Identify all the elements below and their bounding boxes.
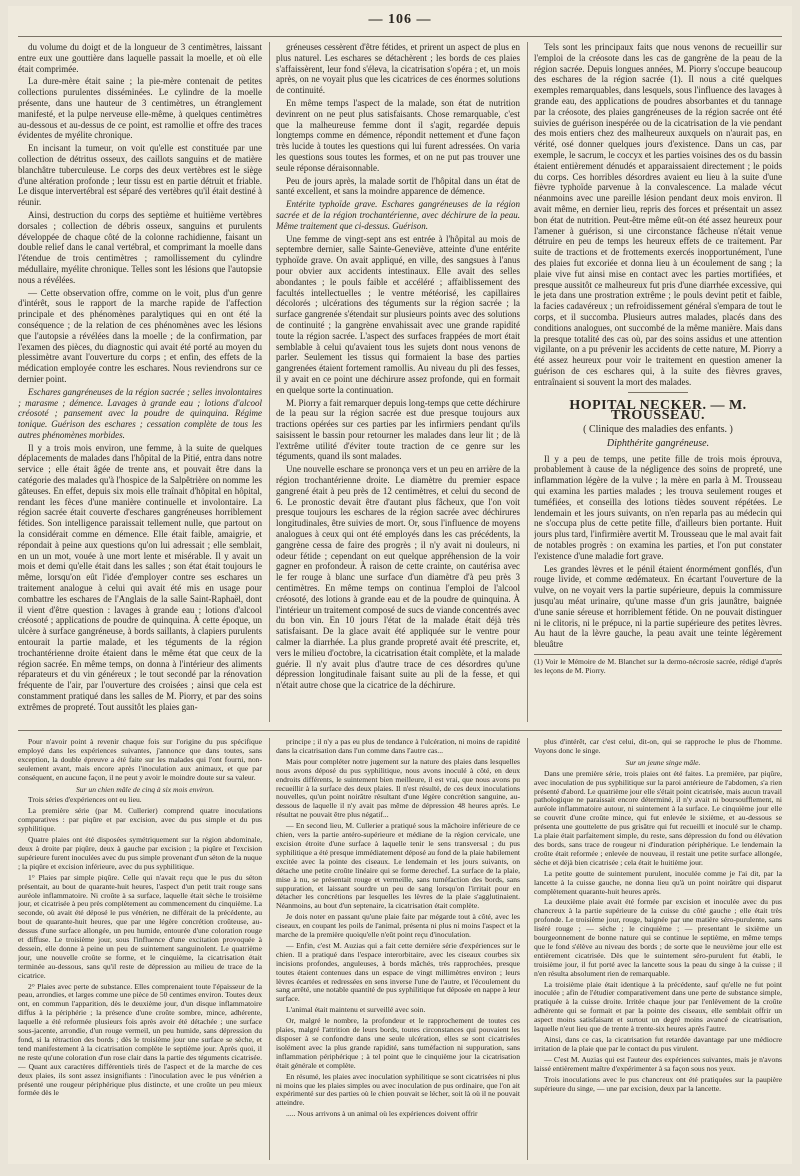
header-rule <box>18 36 782 37</box>
paragraph: 2° Plaies avec perte de substance. Elles comprenaient toute l'épaisseur de la peau, arrondies, et larges comme une pièce de 50 centimes environ. Toutes deux ont, en commun l'apparition, dès le deuxième jour, d'un disque inflammatoire diffus à la périphérie ; la présence d'une croûte sombre, mince, adhérente, laquelle a été reformée plusieurs fois après avoir été détachée ; une surface sous-jacente, arrondie, d'un rouge vermeil, un peu humide, sans dépression du fond, si la rétraction des bords ; dès le troisième jour une surface se sèche, et tend manifestement à la cicatrisation complète le septième jour. Après quoi, il ne reste qu'une coloration d'un rose clair dans la partie des téguments cicatrisée. — Quant aux caractères différentiels tirés de l'aspect et de la marche de ces deux plaies, ils sont assez insignifiants : l'inoculation avec le pus vénérien a présenté une rougeur périphérique plus distincte, et une croûte un peu mieux formée dès le <box>18 981 262 1098</box>
paragraph: Ainsi, dans ce cas, la cicatrisation fut retardée davantage par une médiocre irritation de la plaie que par le contact du pus virulent. <box>534 1035 782 1053</box>
paragraph: Tels sont les principaux faits que nous venons de recueillir sur l'emploi de la créosote dans les cas de gangrène de la peau de la région sacrée. Depuis longues années, M. Piorry s'occupe beaucoup des eschares de la région sacrée (1). Il nous a cité quelques exemples remarquables, dans lesquels, sous l'influence des lavages à grande eau, des applications de poudres absorbantes et du tannage par la créosote, des plaies gangréneuses de la région sacrée ont été suivies de guérison inespérée ou de la cicatrisation de la vie pendant des mois entiers chez des malheureux auxquels on n'aurait pas, en vérité, osé donner quelques jours d'existence. Dans un cas, par exemple, le sacrum, le coccyx et les parties voisines des os du bassin étaient entièrement dénudés et apparaissaient directement ; le poids du corps. Ces horribles désordres avaient eu lieu à la suite d'une fièvre typhoïde parvenue à la convalescence. La malade vécut néanmoins avec une pareille lésion pendant deux mois environ. Il avait même, en dernier lieu, repris des forces et présentait un assez bon état de nutrition. Peut-être même eût-on été assez heureux pour l'amener à guérison, si une circonstance fâcheuse n'était venue détruire en peu de temps les heureux effets de ce traitement. Par suite de tractions et de frottements exercés inopportunément, l'une des plaies fut excoriée et donna lieu à un écoulement de sang ; la plaie vive fut ainsi mise en contact avec les parties mortifiées, et presque aussitôt ce malheureux fut pris d'une diarrhée excessive, qui le jeta dans une prostration extrême ; le pouls devint petit et faible, la facies cadavéreux ; un refroidissement général s'empara de tout le corps, et il succomba. Plusieurs autres malades, placés dans des conditions analogues, ont succombé de la même manière. Mais dans la presque totalité des cas où, par des soins assidus et une attention vigilante, on a pu prévenir les accidents de cette nature, M. Piorry a été assez heureux pour voir le traitement en question amener la guérison de ces eschares qui, à la suite des fièvres graves, entraînaient si souvent la mort des malades. <box>534 42 782 387</box>
paragraph: Mais pour compléter notre jugement sur la nature des plaies dans lesquelles nous avons déposé du pus syphilitique, nous avons inoculé à côté, en deux endroits différents, le suintement bien meilleure, il est vrai, que nous avons pu recueillir à la surface des deux plaies. Il n'est résulté, de ces deux inoculations nouvelles, qu'un point noirâtre résultant d'une légère concrétion sanguine, au-dessous de laquelle il n'y avait pas même de dépression 48 heures après. Le résultat ne pouvait être plus négatif... <box>276 756 520 820</box>
paragraph: Trois inoculations avec le pus chancreux ont été pratiquées sur la paupière supérieure du singe, — une par excision, deux par la lancette. <box>534 1074 782 1093</box>
paragraph: 1° Plaies par simple piqûre. Celle qui n'avait reçu que le pus du séton présentait, au bout de quarante-huit heures, l'aspect d'un petit trait rouge sans auréole inflammatoire. Ni croûte à sa surface, laquelle était sèche le troisième jour, et cicatrisée à peu près complètement au commencement du cinquième. La seconde, où avait été déposé le pus vénérien, ne différait de la précédente, au bout de quarante-huit heures, que par une légère concrétion croûteuse, au-dessus d'une surface allongée, un peu humide, entourée d'une coloration rouge et diffuse. Le troisième jour, sous l'influence d'une excitation provoquée à dessein, elle donne à peine un peu de suintement sanguinolent. Le quatrième jour, une nouvelle croûte se forme, et le cinquième, la cicatrisation était terminée au-dessous, sans qu'il reste de dépression au milieu de trace de la cicatrice. <box>18 872 262 980</box>
paragraph: La deuxième plaie avait été formée par excision et inoculée avec du pus chancreux à la partie supérieure de la cuisse du côté gauche ; elle était très profonde. Le troisième jour, rouge, baignée par une matière séro-purulente, sans liséré rouge ; — sèche ; le cinquième ; — presentant le sixième un bourgeonnement de bonne nature qui se continue le septième, en même temps que le fond s'élève au niveau des bords ; de sorte que le neuvième jour elle est entièrement cicatrisée. Dès que le suintement séro-purulent fut établi, le troisième jour, il fut porté avec la lancette sous la peau du singe à la cuisse ; il n'en résulta absolument rien de remarquable. <box>534 897 782 978</box>
paragraph: du volume du doigt et de la longueur de 3 centimètres, laissant entre eux une gouttière dans laquelle passait la moelle, et où elle était comprimée. <box>18 42 262 74</box>
lower-column-3 <box>534 738 782 1160</box>
col3-paragraphs <box>534 42 782 388</box>
paragraph: Je dois noter en passant qu'une plaie faite par mégarde tout à côté, avec les ciseaux, en coupant les poils de l'animal, présenta ni plus ni moins l'aspect et la marche de la première quoiqu'elle n'eût point reçu d'inoculation. <box>276 912 520 940</box>
paragraph: M. Piorry a fait remarquer depuis long-temps que cette déchirure de la peau sur la région sacrée est due presque toujours aux tractions opérées sur ces parties par les infirmiers pendant qu'ils saisissent le bassin pour retourner les malades dans leur lit ; de là l'extrême utilité d'éviter toute traction de ce genre sur les téguments, quand ils sont malades. <box>276 397 520 462</box>
upper-column-3 <box>534 42 782 722</box>
paragraph: Dans une première série, trois plaies ont été faites. La première, par piqûre, avec inoculation de pus syphilitique sur la paroi antérieure de l'abdomen, s'a rien présenté d'abord. Le quatrième jour elle s'était point cicatrisée, mais aucun travail pathologique ne paraissait encore déterminé, il n'y avait ni boursoufflement, ni auréole inflammatoire autour, ni suintement à la surface. Le cinquième jour elle se couvrit d'une croûte mince, qui fut enlevée le sixième, et au-dessous se présenta une gouttelette de pus grisâtre qui fut recueilli et inoculé sur le champ. La plaie était parfaitement simple, du reste, sans dépression du fond ou élévation des bords, sans trace de rougeur ni d'induration périphérique. Le lendemain la croûte était reformée ; enlevée de nouveau, il restait une petite surface allongée, sèche et déjà bien cicatrisée ; cela était le huitième jour. <box>534 768 782 867</box>
paragraph: Il y a trois mois environ, une femme, à la suite de quelques déplacements de malades dans l'hôpital de la Pitié, entra dans notre service ; elle était âgée de trente ans, et pouvait être dans la catégorie des malades qu'à l'hospice de la Salpêtrière on nomme les gâteuses. En effet, depuis six mois elle traînait d'hôpital en hôpital, rendant les fèces d'une manière continuelle et involontaire. La région sacrée était couverte d'eschares gangréneuses horriblement fétides. Son intelligence paraissait tellement nulle, que partout on la considérait comme en démence. Elle était faible, amaigrie, et répondait à peine aux questions qu'on lui adressait ; elle semblait, en un un mot, vouée à une mort lente et misérable. Il y avait un mois et demi qu'elle était dans les salles ; son état était toujours le même, lorsqu'on eût l'idée d'employer contre ses eschares un traitement analogue à celui qui avait été mis en usage pour combattre les eschares de l'Anglais de la salle Saint-Raphaël, dont il vient d'être question : lavages à grande eau ; lotions d'alcool créosoté ; applications de poudre de quinquina. À cette époque, un ulcère à surface gangréneuse, à bords saillants, à clapiers purulents entourait la partie malade, et les téguments de la région trochantérienne droite étaient dans le même état que ceux de la région sacrée. En même temps, on donna à l'intérieur des aliments réparateurs et du vin généreux ; le tout secondé par la rénovation fréquente de l'air, par l'ouverture des croisées ; ainsi que cela est constamment pratiqué dans les salles de M. Piorry, et par des soins extrêmes de propreté. Tout aussitôt les plaies gan- <box>18 442 262 712</box>
section-divider <box>628 392 688 393</box>
paragraph: La première série (par M. Cullerier) comprend quatre inoculations comparatives : par piqûre et par excision, avec du pus simple et du pus syphilitique. <box>18 806 262 834</box>
paragraph: L'animal était maintenu et surveillé avec soin. <box>286 1005 426 1015</box>
disease-subtitle: Diphthérite gangréneuse. <box>606 437 710 449</box>
page-number: — 106 — <box>368 12 432 27</box>
col2-paragraphs <box>276 42 520 197</box>
experiment-subhead-monkey: Sur un jeune singe mâle. <box>625 757 701 767</box>
column-rule <box>269 738 270 1160</box>
footnote: (1) Voir le Mémoire de M. Blanchet sur la dermo-nécrosie sacrée, rédigé d'après les leçons de M. Piorry. <box>534 654 782 675</box>
newspaper-page <box>8 6 792 1164</box>
column-rule <box>527 738 528 1160</box>
paragraph: La troisième plaie était identique à la précédente, sauf qu'elle ne fut point inoculée ; afin de l'étudier comparativement dans une perte de substance simple, pratiquée à la cuisse droite. Irritée chaque jour par l'enlèvement de la croûte adhérente qui se formait et par la pointe des ciseaux, elle semblait offrir un aspect moins satisfaisant et surtout un degré moins avancé de cicatrisation, laquelle n'eut lieu que de trente à trente-six heures après l'autre. <box>534 979 782 1034</box>
column-rule <box>527 42 528 722</box>
paragraph: Pour n'avoir point à revenir chaque fois sur l'origine du pus spécifique employé dans les expériences suivantes, j'annonce que dans toutes, sans exception, la double épreuve a été faite sur les malades qui l'ont fourni, non-seulement avant, mais encore après l'inoculation aux animaux, et que par conséquent, en aucune façon, il ne peut y avoir le moindre doute sur sa valeur. <box>18 738 262 782</box>
lower-col1-paragraphs <box>18 738 262 783</box>
case-heading-1: Eschares gangréneuses de la région sacrée ; selles involontaires ; marasme ; démence. Lavages à grande eau ; lotions d'alcool créosoté ; pansement avec la poudre de quinquina. Régime tonique. Guérison des eschares ; cessation complète de tous les autres phénomènes morbides. <box>18 386 262 440</box>
paragraph: En résumé, les plaies avec inoculation syphilitique se sont cicatrisées ni plus ni moins que les plaies simples ou avec inoculation de pus ordinaire, que l'on ait expérimenté sur des parties où le chien pouvait se lécher, soit là où il ne pouvait atteindre. <box>276 1071 520 1108</box>
paragraph: — Enfin, c'est M. Auzias qui a fait cette dernière série d'expériences sur le chien. Il a pratiqué dans l'espace interorbitaire, avec les ciseaux courbes six incisions profondes, anguleuses, à bords mâchés, très rapprochées, presque toutes étaient contenues dans un espace de vingt millimètres environ ; leurs lèvres écartées et redressées en sens inverse l'une de l'autre, et l'écoulement du sang arrêté, une notable quantité de pus syphilitique fut déposée en nappe à leur surface. <box>276 940 520 1004</box>
upper-column-2 <box>276 42 520 722</box>
lower-col3-after-paragraphs <box>534 770 782 1094</box>
lower-col2-paragraphs <box>276 738 520 1119</box>
paragraph: Une nouvelle eschare se prononça vers et un peu en arrière de la région trochantérienne droite. Le diamètre du premier espace gangrené était à peu près de 12 centimètres, et celui du second de 6. Le pronostic devait être d'autant plus fâcheux, que l'on voit presque toujours les eschares de la région sacrée avec déchirures longitudinales, être suivies de mort. Or, sous l'influence de moyens analogues à ceux qui ont été employés dans les cas précédents, la gangrène cessa de faire des progrès ; il n'y avait ni douleurs, ni odeur fétide ; cependant on eut quelque appréhension de la voir gagner en profondeur. À raison de cette crainte, on cautérisa avec le fer rouge à blanc une surface d'un diamètre d'à peu près 3 centimètres. En même temps on continua l'emploi de l'alcool créosoté, des lotions à grande eau et de la poudre de quinquina. À l'intérieur un traitement composé de sucs de viande concentrés avec du bon vin. En 10 jours l'état de la malade était déjà très satisfaisant. De la glace avait été appliquée sur le ventre pour calmer la diarrhée. La plus grande propreté avait été prescrite, et, vers le milieu d'octobre, la cicatrisation était complète, et la malade guérie. Il n'y avait plus d'autre trace de ces désordres qu'une dépression longitudinale faisant suite au pli de la fesse, et qui n'était autre chose que la cicatrice de la déchirure. <box>276 464 520 691</box>
paragraph: Ainsi, destruction du corps des septième et huitième vertèbres dorsales ; collection de débris osseux, sanguins et purulents développée de chaque côté de la colonne rachidienne, faisant un double relief dans le canal vertébral, et comprimant la moelle dans l'étendue de trois centimètres ; ramollissement du cylindre médullaire, myélite chronique. Telles sont les lésions que l'autopsie nous a révélées. <box>18 209 262 285</box>
paragraph: Trois séries d'expériences ont eu lieu. <box>28 795 142 805</box>
paragraph: Quatre plaies ont été disposées symétriquement sur la région abdominale, deux à droite par piqûre, deux à gauche par excision ; la piqûre et l'excision supérieure furent inoculées avec du pus simple provenant d'un séton de la nuque ; la piqûre et excision inférieure, avec du pus syphilitique. <box>18 835 262 871</box>
paragraph: En incisant la tumeur, on voit qu'elle est constituée par une collection de détritus osseux, des caillots sanguins et de matière blanchâtre tuberculeuse. Le corps des deux vertèbres est le siège d'une altération profonde ; leur tissu est en partie détruit et friable. Le disque intervertébral est séparé des vertèbres qu'il était destiné à réunir. <box>18 143 262 208</box>
paragraph: Une femme de vingt-sept ans est entrée à l'hôpital au mois de septembre dernier, salle Sainte-Geneviève, atteinte d'une entérite typhoïde grave. On avait appliqué, en ville, des sangsues à l'anus pour obvier aux accidents intestinaux. Elle avait des selles abondantes ; le pouls faible et accéléré ; affaiblissement des facultés intellectuelles ; le ventre météorisé, les capillaires décolorés ; ulcérations des téguments sur la région sacrée ; la surface gangrenée s'étendait sur plusieurs points avec des solutions de continuité ; la gangrène envahissait avec une grande rapidité toute la région sacrée. L'aspect des surfaces frappées de mort était semblable à celui qu'avaient tous les sujets dont nous venons de parler. Seulement les tissus qui formaient la base des parties gangrenées étaient fortement ramollis. Au niveau du pli des fesses, il y avait en ce point une déchirure assez profonde, qui en formait en quelque sorte la continuation. <box>276 233 520 395</box>
paragraph: La dure-mère était saine ; la pie-mère contenait de petites collections purulentes disséminées. Le cylindre de la moelle présente, dans une hauteur de 3 centimètres, un étranglement manifesté, et la pulpe nerveuse elle-même, à quelques centimètres au-dessous et au-dessus de ce point, est ramollie et offre des traces évidentes de myélite chronique. <box>18 76 262 141</box>
paragraph: — C'est M. Auzias qui est l'auteur des expériences suivantes, mais je n'avons laissé entièrement maître d'expérimenter à sa façon sous nos yeux. <box>534 1054 782 1073</box>
paragraph: — En second lieu, M. Cullerier a pratiqué sous la mâchoire inférieure de ce chien, vers la partie antéro-supérieure et médiane de la région cervicale, une excision étroite d'une surface à laquelle tenir le sens transversal ; du pus syphilitique a été presque immédiatement déposé au fond de la plaie habilement excitée avec la pointe des ciseaux. Le lendemain et les jours suivants, on détache une petite croûte linéaire qui se forme derechef. La surface de la plaie, mise à nu, se présentait rouge et vermeille, sans tuméfaction des bords, sans suppuration, et laissant sourdre un peu de sang lorsqu'on l'irritait pour en détacher les concrétions par lesquelles les lèvres de la plaie s'agglutinaient. Néanmoins, au bout d'un septenaire, la cicatrisation était complète. <box>276 821 520 911</box>
clinic-subtitle: ( Clinique des maladies des enfants. ) <box>583 424 733 436</box>
paragraph: gréneuses cessèrent d'être fétides, et prirent un aspect de plus en plus naturel. Les eschares se détachèrent ; les bords de ces plaies s'affaissèrent, leur fond s'éleva, la cicatrisation s'opéra ; et, un mois après, on ne voyait plus que les cicatrices de ces énormes solutions de continuité. <box>276 42 520 96</box>
paragraph: Les grandes lèvres et le pénil étaient énormément gonflés, d'un rouge livide, et comme œdémateux. En écartant l'ouverture de la vulve, on ne voyait vers la partie supérieure, depuis la commissure jusqu'au méat urinaire, qu'une masse d'un gris jaunâtre, baignée d'une sanie séreuse et horriblement fétide. On ne pouvait distinguer ni le clitoris, ni le prépuce, ni la partie supérieure des petites lèvres. Au haut de la lèvre gauche, la peau avait une teinte légèrement bleuâtre <box>534 563 782 650</box>
case-heading-2: Entérite typhoïde grave. Eschares gangréneuses de la région sacrée et de la région trochantérienne, avec déchirure de la peau. Même traitement que ci-dessus. Guérison. <box>276 199 520 231</box>
paragraph: plus d'intérêt, car c'est celui, dit-on, qui se rapproche le plus de l'homme. Voyons donc le singe. <box>534 738 782 755</box>
lower-column-2 <box>276 738 520 1160</box>
col3-after-paragraphs <box>534 454 782 650</box>
paragraph: Or, malgré le nombre, la profondeur et le rapprochement de toutes ces plaies, malgré l'attrition de leurs bords, toutes circonstances qui pouvaient les disposer à se confondre dans une seule ulcération, elles se sont cicatrisées isolément avec la plus grande rapidité, sans tuméfaction ni suppuration, sans inflammation périphérique ; à tel point que le cinquième jour la cicatrisation était générale et complète. <box>276 1016 520 1070</box>
experiment-subhead-dog: Sur un chien mâle de cinq à six mois environ. <box>75 784 215 794</box>
paragraph: La petite goutte de suintement purulent, inoculée comme je l'ai dit, par la lancette à la cuisse gauche, ne donna lieu qu'à un point noirâtre qui disparut complètement quarante-huit heures après. <box>534 868 782 896</box>
paragraph: principe ; il n'y a pas eu plus de tendance à l'ulcération, ni moins de rapidité dans la cicatrisation dans l'un comme dans l'autre cas... <box>276 738 520 755</box>
col1-after-paragraphs <box>18 443 262 713</box>
hospital-section-title: HOPITAL NECKER. — M. TROUSSEAU. <box>569 397 747 424</box>
col2-after-paragraphs <box>276 234 520 691</box>
lower-col1-after-paragraphs <box>18 796 262 1098</box>
paragraph: — Cette observation offre, comme on le voit, plus d'un genre d'intérêt, sous le rapport de la marche rapide de l'affection principale et des phénomènes paralytiques qui en ont été la conséquence ; de la relation de ces phénomènes avec les lésions que l'autopsie a révélées dans la moelle ; de la confirmation, par l'examen des pièces, du diagnostic qui avait été porté au moyen du plessimètre avant l'ouverture du corps ; et enfin, des effets de la médication employée contre les eschares. Nous reviendrons sur ce dernier point. <box>18 287 262 384</box>
col1-paragraphs <box>18 42 262 385</box>
section-separator <box>18 730 782 731</box>
paragraph: Peu de jours après, la malade sortit de l'hôpital dans un état de santé excellent, et sans la moindre apparence de démence. <box>276 175 520 197</box>
column-rule <box>269 42 270 722</box>
lower-column-1 <box>18 738 262 1160</box>
paragraph: En même temps l'aspect de la malade, son état de nutrition devinrent on ne peut plus satisfaisants. Chose remarquable, c'est que la malheureuse femme dont il s'agit, regardée depuis longtemps comme en démence, répondit nettement et d'une façon très lucide à toutes les questions qui lui furent adressées. On varia les questions sous toutes les formes, et on ne put pas trouver une seule réponse déraisonnable. <box>276 97 520 173</box>
paragraph: ..... Nous arrivons à un animal où les expériences doivent offrir <box>286 1109 478 1119</box>
upper-column-1 <box>18 42 262 722</box>
paragraph: Il y a peu de temps, une petite fille de trois mois éprouva, probablement à cause de la négligence des soins de propreté, une inflammation légère de la vulve ; la mère en parla à M. Trousseau qui examina les parties malades ; les trouva seulement rouges et tuméfiées, et conseilla des lotions tièdes souvent répétées. Le lendemain et les jours suivants, on n'en reparla pas au médecin qui ne s'occupa plus de cette petite fille, d'ailleurs bien portante. Huit jours plus tard, l'infirmière avertit M. Trousseau que le mal avait fait de notables progrès : on examina les parties, et l'on put constater l'existence d'une maladie fort grave. <box>534 453 782 561</box>
lower-col3-paragraphs <box>534 738 782 756</box>
